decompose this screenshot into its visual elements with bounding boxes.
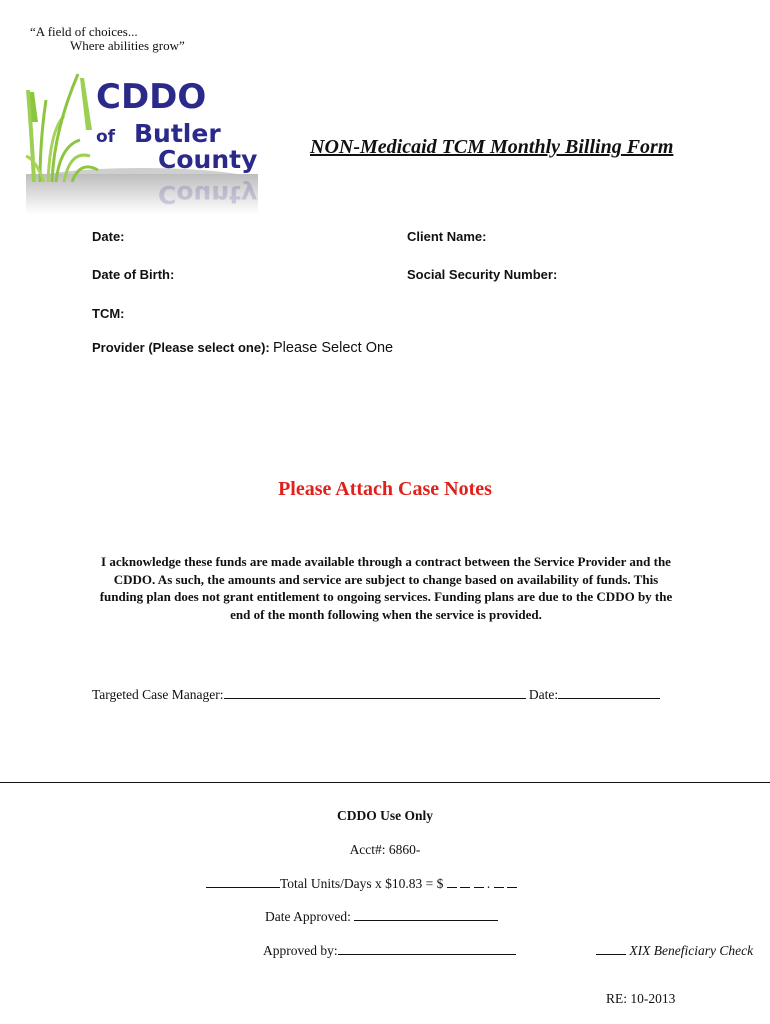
amount-cents-2[interactable] [507,875,517,888]
approved-by-row [263,942,516,959]
approved-by-label: Approved by: [263,943,338,958]
attach-case-notes-heading: Please Attach Case Notes [278,478,492,500]
logo-of-text: of [96,127,116,147]
amount-digit-2[interactable] [460,875,470,888]
signature-date-line[interactable] [558,686,660,699]
dob-field-label: Date of Birth: [92,267,175,282]
decimal-point: . [486,876,491,891]
date-approved-row [265,908,498,925]
account-number: Acct#: 6860- [349,842,421,857]
provider-select[interactable]: Please Select One [273,340,394,356]
logo-tagline-line2: Where abilities grow” [70,38,185,53]
total-units-label: Total Units/Days x $10.83 = $ [280,876,444,891]
provider-field-label: Provider (Please select one): [92,340,270,355]
tcm-field-label: TCM: [92,306,125,321]
date-approved-label: Date Approved: [265,909,351,924]
cddo-use-only-heading: CDDO Use Only [336,808,433,823]
approved-by-line[interactable] [338,942,516,955]
logo-reflection [158,180,257,209]
client-name-field-label: Client Name: [407,229,487,244]
total-units-row [206,875,517,892]
xix-check-line[interactable] [596,942,626,955]
svg-text:County: County [158,180,258,209]
cddo-logo [24,70,260,220]
signature-date-label: Date: [528,687,559,702]
xix-check-label: XIX Beneficiary Check [629,943,754,958]
acknowledgement-text: I acknowledge these funds are made available through a contract between the Service Provider and the CDDO. As such, the amounts and service are subject to change based on availability of funds. This funding plan does not grant entitlement to ongoing services. Funding plans are due to the CDDO by the end of the month following when the service is provided. [99,554,673,622]
logo-tagline-line1: “A field of choices... [30,24,138,39]
logo-butler-text: Butler [134,119,221,148]
amount-cents-1[interactable] [494,875,504,888]
form-title: NON-Medicaid TCM Monthly Billing Form [310,136,674,158]
date-approved-line[interactable] [354,908,498,921]
date-field-label: Date: [92,229,125,244]
revision-code: RE: 10-2013 [606,991,676,1006]
amount-digit-1[interactable] [447,875,457,888]
case-manager-signature-line[interactable] [224,686,526,699]
logo-cddo-text: CDDO [96,77,207,117]
ssn-field-label: Social Security Number: [407,267,558,282]
units-blank-line[interactable] [206,875,280,888]
section-divider [0,782,770,783]
amount-digit-3[interactable] [474,875,484,888]
xix-check-row [596,942,753,959]
case-manager-label: Targeted Case Manager: [92,687,224,702]
cattail-icon [26,74,98,182]
logo-county-text: County [158,145,258,174]
case-manager-signature-row [92,686,660,703]
